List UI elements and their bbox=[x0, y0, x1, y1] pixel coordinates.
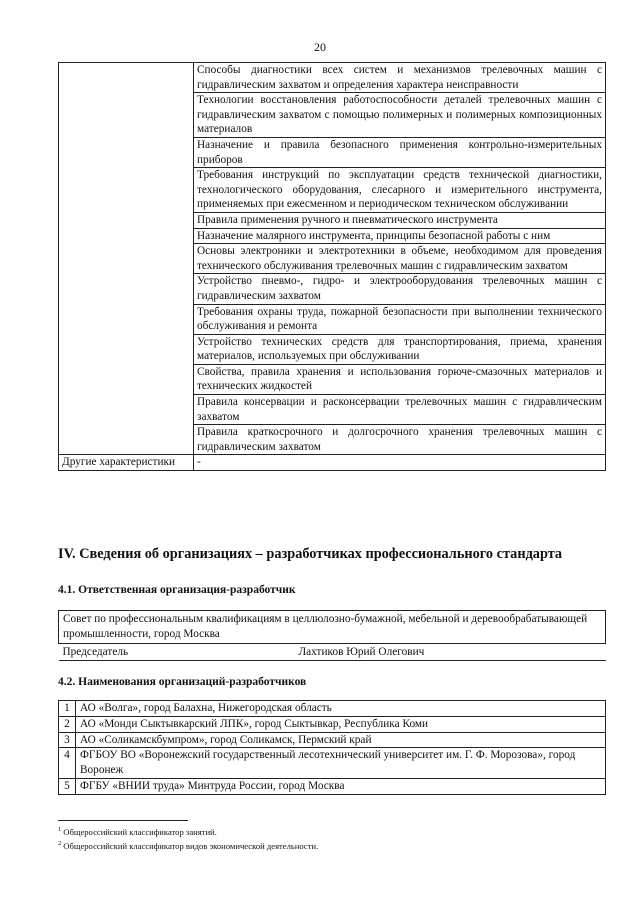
chair-label: Председатель bbox=[62, 645, 129, 658]
developers-table bbox=[58, 700, 606, 795]
chair-name: Лахтиков Юрий Олегович bbox=[298, 645, 425, 658]
developer-name: АО «Соликамскбумпром», город Соликамск, Пермский край bbox=[76, 732, 606, 748]
knowledge-requirements-table bbox=[58, 62, 606, 471]
other-characteristics-value: - bbox=[194, 455, 606, 471]
footnote bbox=[58, 838, 618, 852]
row-number: 3 bbox=[59, 732, 76, 748]
other-characteristics-label: Другие характеристики bbox=[59, 455, 194, 471]
requirement-item: Технологии восстановления работоспособности деталей трелевочных машин с гидравлическим захватом с помощью полимерных и полимерных композиционных материалов bbox=[194, 93, 606, 138]
requirement-item: Правила консервации и расконсервации трелевочных машин с гидравлическим захватом bbox=[194, 395, 606, 425]
responsible-org-table bbox=[58, 610, 606, 661]
footnote bbox=[58, 824, 618, 838]
footnote-mark: 2 bbox=[58, 839, 62, 847]
requirement-item: Требования охраны труда, пожарной безопасности при выполнении технического обслуживания и ремонта bbox=[194, 304, 606, 334]
developer-name: ФГБУ «ВНИИ труда» Минтруда России, город Москва bbox=[76, 778, 606, 794]
table-row bbox=[59, 611, 606, 644]
developer-name: АО «Монди Сыктывкарский ЛПК», город Сыктывкар, Республика Коми bbox=[76, 716, 606, 732]
page-number: 20 bbox=[314, 40, 326, 54]
table-row bbox=[59, 643, 606, 661]
footnotes bbox=[58, 824, 618, 852]
table-row bbox=[59, 778, 606, 794]
requirement-item: Устройство пневмо-, гидро- и электрооборудования трелевочных машин с гидравлическим захватом bbox=[194, 274, 606, 304]
requirement-item: Основы электроники и электротехники в объеме, необходимом для проведения технического обслуживания трелевочных машин с гидравлическим захватом bbox=[194, 244, 606, 274]
developers-heading: 4.2. Наименования организаций-разработчиков bbox=[58, 676, 307, 688]
table-row bbox=[59, 716, 606, 732]
requirement-item: Назначение малярного инструмента, принципы безопасной работы с ним bbox=[194, 228, 606, 244]
row-number: 2 bbox=[59, 716, 76, 732]
responsible-org-heading: 4.1. Ответственная организация-разработчик bbox=[58, 584, 296, 596]
requirement-item: Устройство технических средств для транспортирования, приема, хранения материалов, используемых при обслуживании bbox=[194, 334, 606, 364]
section-title: IV. Сведения об организациях – разработчиках профессионального стандарта bbox=[58, 546, 563, 562]
requirement-item: Требования инструкций по эксплуатации средств технической диагностики, технологического оборудования, слесарного и измерительного инструмента, применяемых при ежесменном и периодическом техническом обслуживании bbox=[194, 168, 606, 213]
left-empty-cell bbox=[59, 63, 194, 455]
table-row bbox=[59, 701, 606, 717]
requirement-item: Правила применения ручного и пневматического инструмента bbox=[194, 212, 606, 228]
requirement-item: Способы диагностики всех систем и механизмов трелевочных машин с гидравлическим захватом и определения характера неисправности bbox=[194, 63, 606, 93]
row-number: 4 bbox=[59, 748, 76, 779]
footnote-mark: 1 bbox=[58, 826, 62, 833]
requirement-item: Свойства, правила хранения и использования горюче-смазочных материалов и технических жидкостей bbox=[194, 364, 606, 394]
footnote-text: Общероссийский классификатор занятий. bbox=[63, 826, 217, 837]
responsible-org-name: Совет по профессиональным квалификациям в целлюлозно-бумажной, мебельной и деревообрабатывающей промышленности, город Москва bbox=[59, 611, 606, 644]
row-number: 1 bbox=[59, 701, 76, 717]
table-row bbox=[59, 732, 606, 748]
requirement-item: Правила краткосрочного и долгосрочного хранения трелевочных машин с гидравлическим захватом bbox=[194, 425, 606, 455]
chair-cell bbox=[59, 643, 606, 661]
table-row bbox=[59, 748, 606, 779]
requirement-item: Назначение и правила безопасного применения контрольно-измерительных приборов bbox=[194, 137, 606, 167]
footnote-text: Общероссийский классификатор видов экономической деятельности. bbox=[63, 840, 319, 851]
table-row bbox=[59, 455, 606, 471]
developer-name: ФГБОУ ВО «Воронежский государственный лесотехнический университет им. Г. Ф. Морозова», город Воронеж bbox=[76, 748, 606, 779]
developer-name: АО «Волга», город Балахна, Нижегородская область bbox=[76, 701, 606, 717]
footnote-divider bbox=[58, 820, 188, 821]
row-number: 5 bbox=[59, 778, 76, 794]
table-row bbox=[59, 63, 606, 93]
